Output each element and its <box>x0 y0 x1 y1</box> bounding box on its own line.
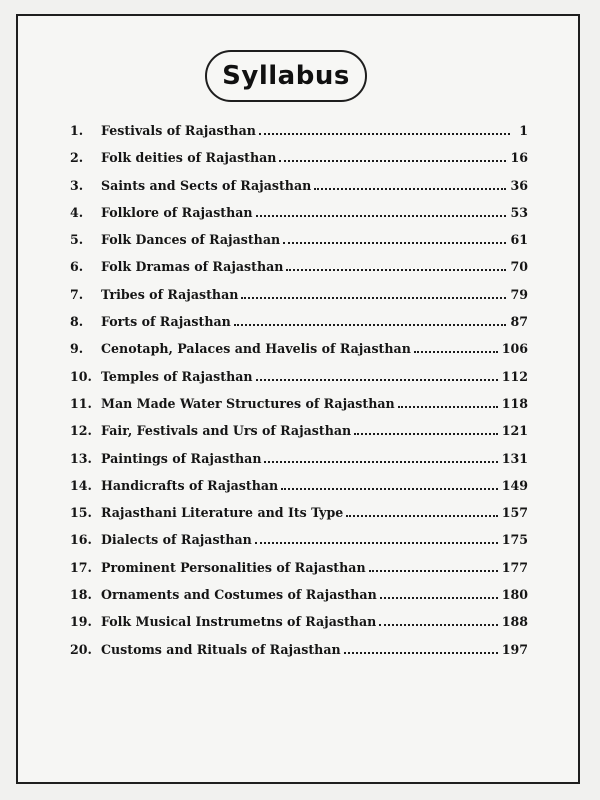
toc-entry-number: 11. <box>70 395 92 411</box>
toc-entry-number: 19. <box>70 614 92 630</box>
toc-dot-leader <box>281 488 498 490</box>
toc-entry-page: 175 <box>501 532 528 548</box>
toc-entry-title: Tribes of Rajasthan <box>101 286 239 302</box>
toc-entry-page: 87 <box>510 314 528 330</box>
toc-entry-page: 36 <box>510 177 528 193</box>
toc-dot-leader <box>283 242 506 244</box>
toc-entry <box>70 499 528 526</box>
title-box <box>205 50 367 102</box>
toc-entry-page: 149 <box>501 477 528 493</box>
toc-entry <box>70 281 528 308</box>
toc-entry <box>70 608 528 635</box>
toc-entry-title: Dialects of Rajasthan <box>101 532 252 548</box>
toc-dot-leader <box>264 461 497 463</box>
toc-entry-number: 5. <box>70 232 84 248</box>
toc-entry-page: 188 <box>501 614 528 630</box>
toc-dot-leader <box>259 133 510 135</box>
toc-entry-page: 157 <box>501 505 528 521</box>
toc-entry-title: Customs and Rituals of Rajasthan <box>101 641 341 657</box>
toc-entry-number: 15. <box>70 505 92 521</box>
toc-entry <box>70 117 528 144</box>
toc-entry-number: 14. <box>70 477 92 493</box>
table-of-contents <box>70 117 528 663</box>
toc-entry <box>70 417 528 444</box>
toc-entry <box>70 308 528 335</box>
toc-entry-title: Festivals of Rajasthan <box>101 123 256 138</box>
toc-entry-title: Prominent Personalities of Rajasthan <box>101 559 366 575</box>
toc-dot-leader <box>279 160 506 162</box>
toc-entry <box>70 526 528 553</box>
toc-entry-number: 2. <box>70 150 84 166</box>
toc-entry-number: 6. <box>70 259 84 275</box>
toc-dot-leader <box>379 624 497 626</box>
toc-dot-leader <box>241 297 506 299</box>
toc-entry-page: 197 <box>501 641 528 657</box>
toc-entry <box>70 390 528 417</box>
toc-entry-page: 118 <box>501 395 528 411</box>
toc-entry-page: 53 <box>510 204 528 220</box>
toc-entry-page: 1 <box>519 123 528 138</box>
toc-entry-title: Fair, Festivals and Urs of Rajasthan <box>101 423 352 439</box>
toc-entry-title: Handicrafts of Rajasthan <box>101 477 279 493</box>
toc-entry-number: 7. <box>70 286 84 302</box>
toc-entry-page: 79 <box>510 286 528 302</box>
toc-entry-page: 131 <box>501 450 528 466</box>
toc-entry-title: Folk Musical Instrumetns of Rajasthan <box>101 614 377 630</box>
toc-entry-page: 61 <box>510 232 528 248</box>
toc-entry <box>70 363 528 390</box>
toc-dot-leader <box>234 324 507 326</box>
toc-dot-leader <box>256 379 498 381</box>
toc-entry-title: Rajasthani Literature and Its Type <box>101 505 344 521</box>
toc-dot-leader <box>346 515 497 517</box>
toc-entry <box>70 253 528 280</box>
toc-entry-title: Folk Dramas of Rajasthan <box>101 259 284 275</box>
toc-entry <box>70 472 528 499</box>
toc-entry-title: Saints and Sects of Rajasthan <box>101 177 312 193</box>
toc-entry-number: 3. <box>70 177 84 193</box>
toc-entry-number: 12. <box>70 423 92 439</box>
toc-entry-page: 106 <box>501 341 528 357</box>
toc-entry-title: Man Made Water Structures of Rajasthan <box>101 395 395 411</box>
toc-entry-page: 180 <box>501 587 528 603</box>
toc-entry <box>70 445 528 472</box>
toc-entry-title: Folk deities of Rajasthan <box>101 150 277 166</box>
toc-dot-leader <box>414 351 498 353</box>
toc-entry-title: Paintings of Rajasthan <box>101 450 262 466</box>
toc-entry <box>70 144 528 171</box>
toc-entry-title: Folk Dances of Rajasthan <box>101 232 281 248</box>
toc-dot-leader <box>314 188 506 190</box>
toc-entry <box>70 226 528 253</box>
toc-entry <box>70 581 528 608</box>
toc-entry-number: 20. <box>70 641 92 657</box>
toc-entry-number: 8. <box>70 314 84 330</box>
toc-entry-title: Folklore of Rajasthan <box>101 204 253 220</box>
toc-entry-number: 13. <box>70 450 92 466</box>
toc-dot-leader <box>354 433 498 435</box>
toc-entry-number: 18. <box>70 587 92 603</box>
toc-entry-page: 177 <box>501 559 528 575</box>
toc-entry <box>70 199 528 226</box>
toc-entry-number: 10. <box>70 368 92 384</box>
toc-entry <box>70 554 528 581</box>
toc-entry-number: 9. <box>70 341 84 357</box>
page-title: Syllabus <box>222 61 350 91</box>
toc-dot-leader <box>286 269 506 271</box>
toc-entry-page: 112 <box>501 368 528 384</box>
toc-entry-number: 1. <box>70 123 84 138</box>
toc-entry-title: Ornaments and Costumes of Rajasthan <box>101 587 377 603</box>
toc-dot-leader <box>256 215 507 217</box>
toc-entry-page: 70 <box>510 259 528 275</box>
toc-entry-title: Cenotaph, Palaces and Havelis of Rajasthan <box>101 341 411 357</box>
toc-entry-page: 121 <box>501 423 528 439</box>
toc-dot-leader <box>344 652 498 654</box>
toc-dot-leader <box>369 570 498 572</box>
toc-entry-title: Temples of Rajasthan <box>101 368 253 384</box>
toc-dot-leader <box>380 597 498 599</box>
toc-entry-page: 16 <box>510 150 528 166</box>
toc-dot-leader <box>255 542 498 544</box>
toc-entry <box>70 172 528 199</box>
toc-entry <box>70 636 528 663</box>
toc-dot-leader <box>398 406 498 408</box>
toc-entry-title: Forts of Rajasthan <box>101 314 231 330</box>
toc-entry-number: 4. <box>70 204 84 220</box>
toc-entry-number: 17. <box>70 559 92 575</box>
toc-entry-number: 16. <box>70 532 92 548</box>
toc-entry <box>70 335 528 362</box>
